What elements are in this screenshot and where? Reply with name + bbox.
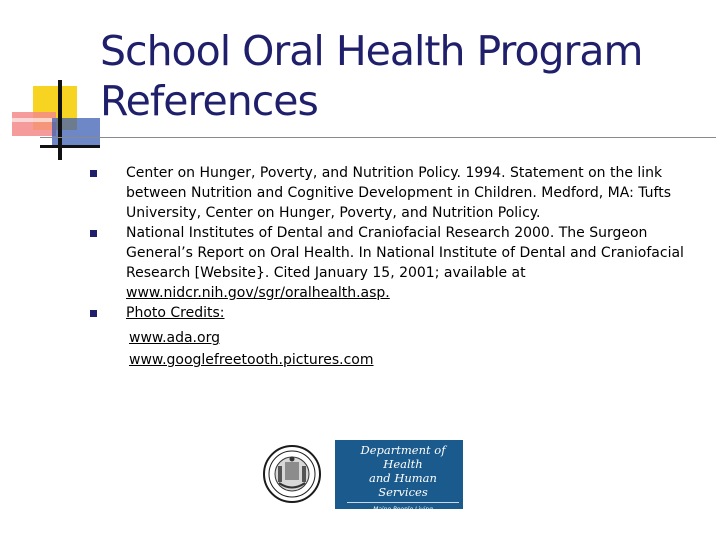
- reference-text: Center on Hunger, Poverty, and Nutrition Policy. 1994. Statement on the link between Nutrition and Cognitive Development in Children. Medford, MA: Tufts University, Center on Hunger, Poverty, and Nutrition Policy.: [126, 165, 672, 221]
- horizontal-bar: [40, 145, 100, 148]
- red-square: [12, 112, 56, 136]
- bullet-square-icon: [90, 310, 97, 317]
- credit-link-googlefreetooth[interactable]: www.googlefreetooth.pictures.com: [129, 352, 374, 368]
- list-item: [90, 303, 700, 323]
- logo-line-1: Department of Health: [360, 443, 446, 471]
- red-stripe: [12, 118, 56, 122]
- logo-line-2: and Human Services: [369, 471, 437, 499]
- logo-tagline-2: Safe, Healthy and Productive Lives: [350, 514, 456, 521]
- dhhs-logo: [249, 440, 463, 521]
- bullet-square-icon: [90, 230, 97, 237]
- title-divider: [40, 137, 716, 138]
- photo-credits-label: Photo Credits:: [126, 305, 225, 321]
- reference-text: National Institutes of Dental and Craniofacial Research 2000. The Surgeon General’s Report on Oral Health. In National Institute of Dental and Craniofacial Research [Website}. Cited January 15, 2001; available at: [126, 225, 684, 281]
- reference-link[interactable]: www.nidcr.nih.gov/sgr/oralhealth.asp.: [126, 285, 390, 301]
- title-line-1: School Oral Health Program: [100, 27, 643, 75]
- title-line-2: References: [100, 77, 318, 125]
- logo-tagline-1: Maine People Living: [373, 506, 433, 513]
- page-title: [100, 26, 700, 126]
- list-item: [90, 163, 700, 223]
- state-seal-icon: [249, 440, 335, 509]
- reference-list: [90, 163, 700, 323]
- list-item: [90, 223, 700, 303]
- credit-link-ada[interactable]: www.ada.org: [129, 330, 220, 346]
- logo-divider: [347, 502, 459, 503]
- bullet-square-icon: [90, 170, 97, 177]
- decorative-squares: [0, 0, 100, 170]
